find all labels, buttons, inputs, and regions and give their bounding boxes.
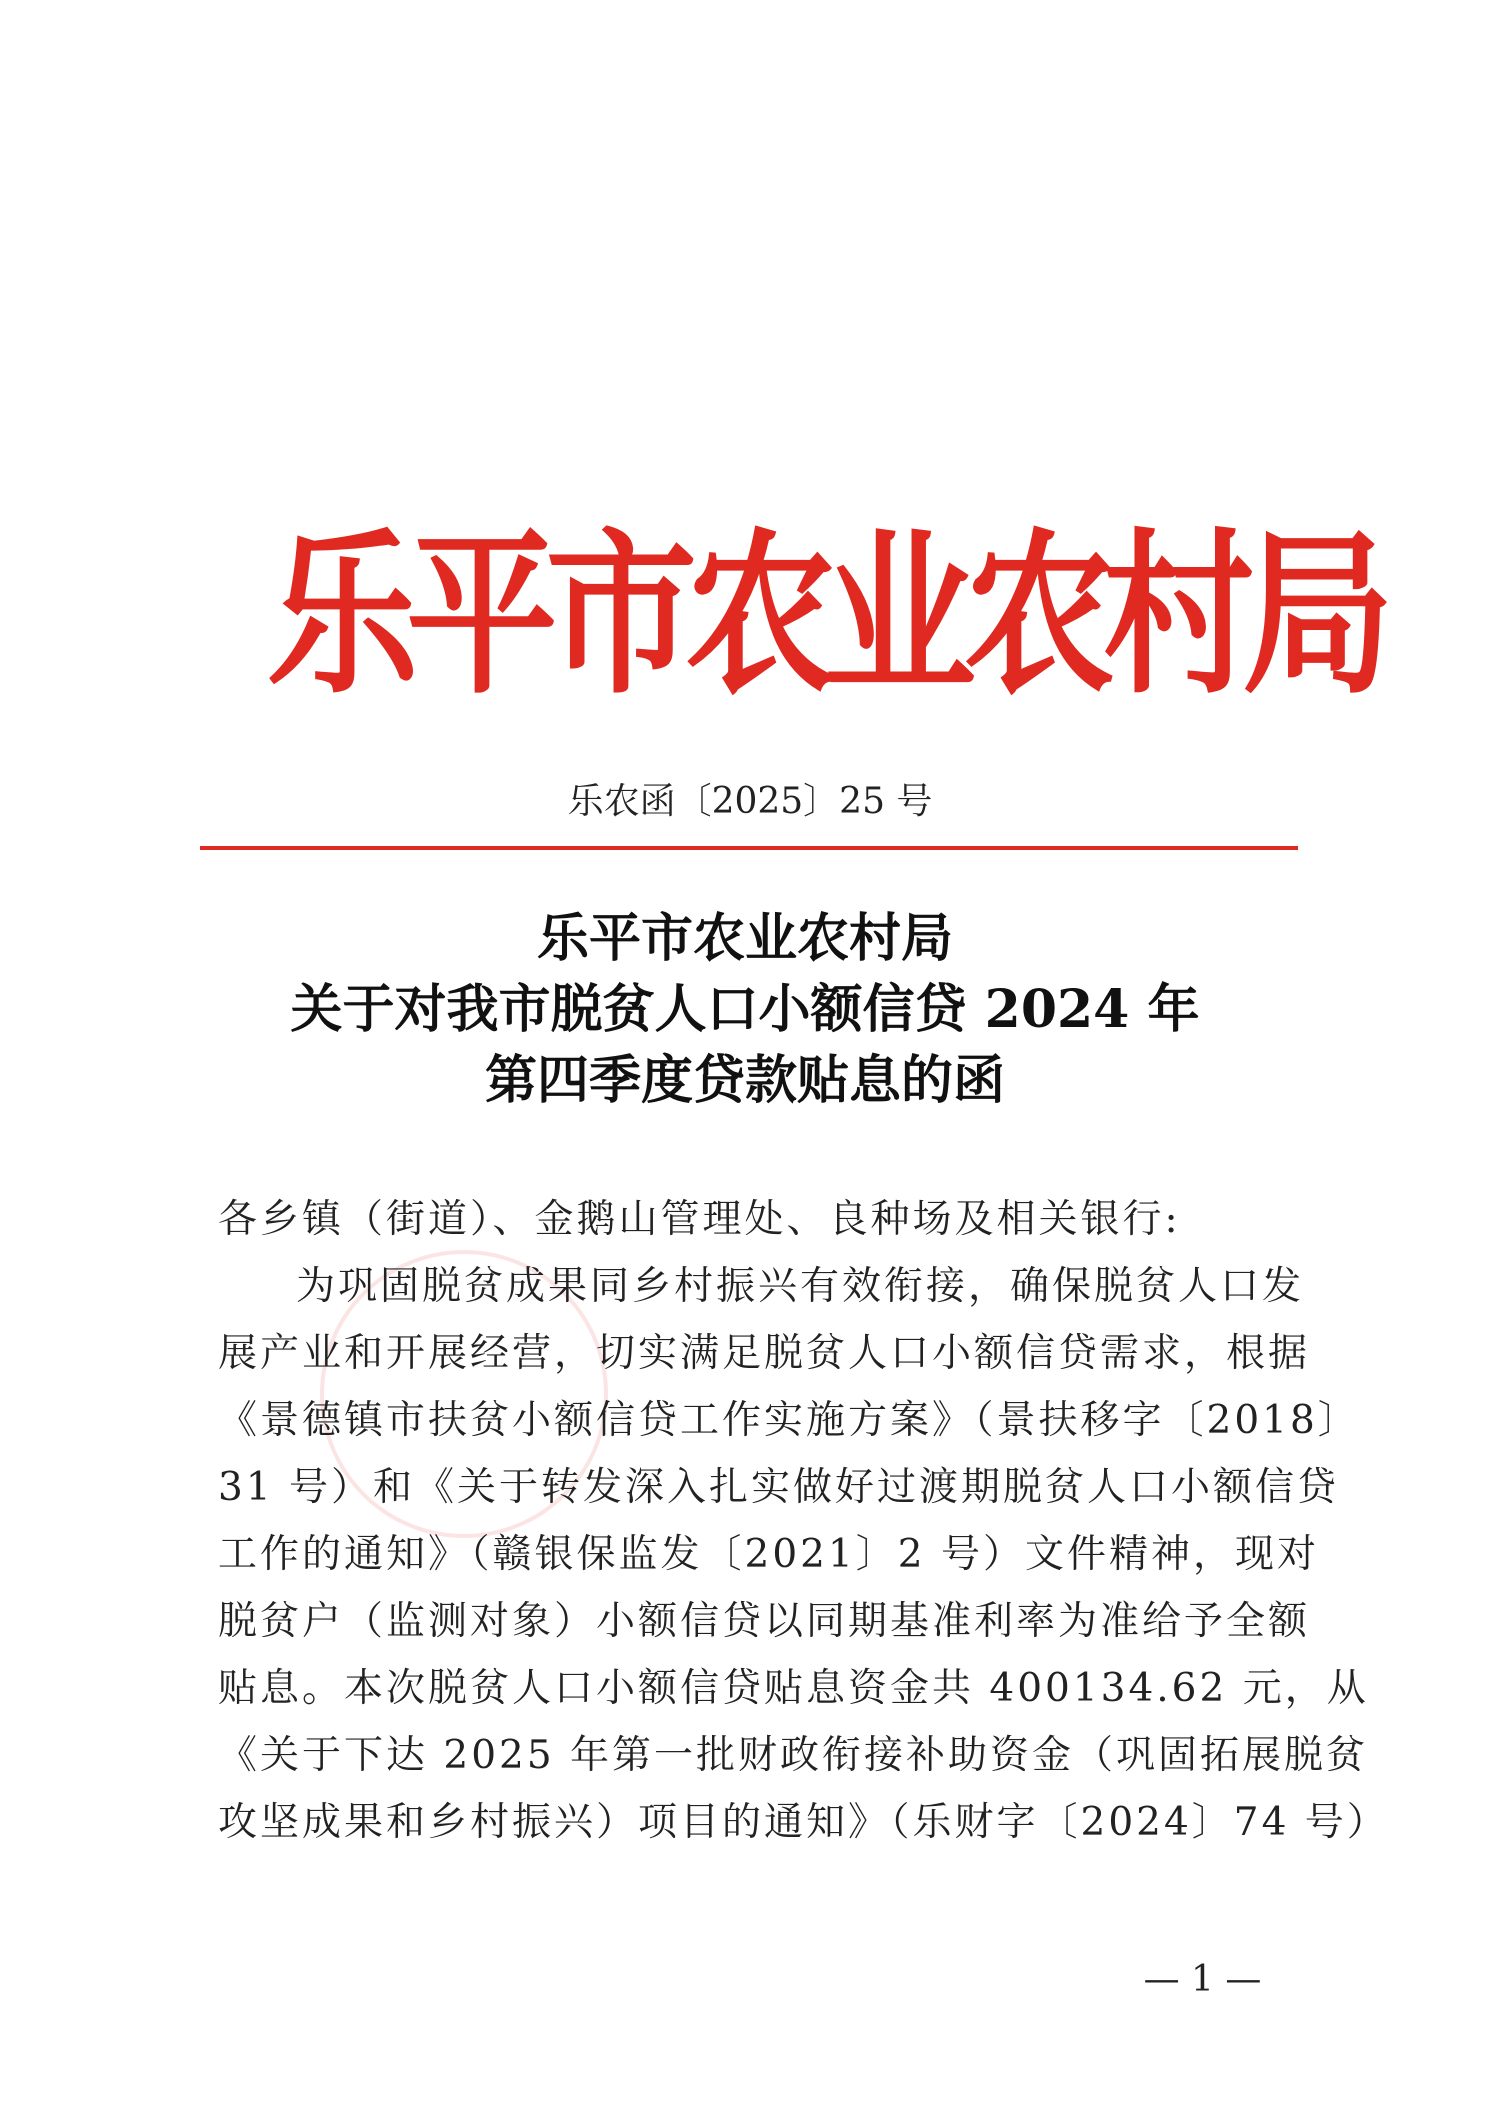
body-line: 贴息。本次脱贫人口小额信贷贴息资金共 400134.62 元，从 xyxy=(218,1666,1369,1711)
document-title-line-1: 乐平市农业农村局 xyxy=(536,908,953,969)
document-title-line-3: 第四季度贷款贴息的函 xyxy=(484,1050,1005,1111)
body-line: 31 号）和《关于转发深入扎实做好过渡期脱贫人口小额信贷 xyxy=(218,1465,1340,1510)
masthead-title: 乐平市农业农村局 xyxy=(267,511,1382,718)
body-line: 工作的通知》（赣银保监发〔2021〕2 号）文件精神，现对 xyxy=(218,1532,1319,1577)
salutation: 各乡镇（街道）、金鹅山管理处、良种场及相关银行: xyxy=(218,1197,1181,1242)
body-line: 展产业和开展经营，切实满足脱贫人口小额信贷需求，根据 xyxy=(218,1331,1311,1376)
red-divider-line xyxy=(200,846,1298,850)
document-number: 乐农函〔2025〕25 号 xyxy=(567,781,933,822)
body-line: 攻坚成果和乡村振兴）项目的通知》（乐财字〔2024〕74 号） xyxy=(218,1800,1389,1845)
body-line: 《关于下达 2025 年第一批财政衔接补助资金（巩固拓展脱贫 xyxy=(218,1733,1369,1778)
page-number: — 1 — xyxy=(1143,1959,1262,2000)
body-line: 为巩固脱贫成果同乡村振兴有效衔接，确保脱贫人口发 xyxy=(296,1264,1305,1309)
body-line: 脱贫户（监测对象）小额信贷以同期基准利率为准给予全额 xyxy=(218,1599,1311,1644)
document-title-line-2: 关于对我市脱贫人口小额信贷 2024 年 xyxy=(290,979,1200,1040)
body-line: 《景德镇市扶贫小额信贷工作实施方案》（景扶移字〔2018〕 xyxy=(218,1398,1360,1443)
